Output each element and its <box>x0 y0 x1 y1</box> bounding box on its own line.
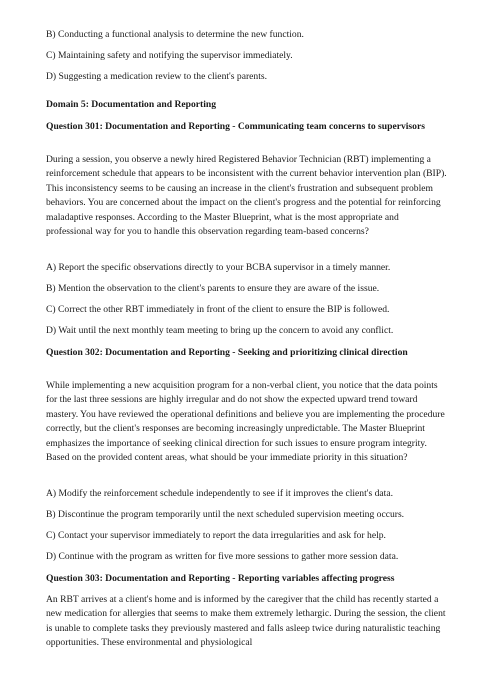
question-301-body: During a session, you observe a newly hired Registered Behavior Technician (RBT) implementing a reinforcement schedule that appears to be inconsistent with the current behavior intervention plan (BIP). This inconsistency seems to be causing an increase in the client's frustration and subsequent problem behaviors. You are concerned about the impact on the client's progress and the potential for reinforcing maladaptive responses. According to the Master Blueprint, what is the most appropriate and professional way for you to handle this observation regarding team-based concerns? <box>46 154 447 238</box>
question-301-option-d: D) Wait until the next monthly team meeting to bring up the concern to avoid any conflict. <box>46 325 394 336</box>
question-301-option-c: C) Correct the other RBT immediately in front of the client to ensure the BIP is followed. <box>46 304 390 315</box>
option-c: C) Maintaining safety and notifying the supervisor immediately. <box>46 50 293 61</box>
question-303-body: An RBT arrives at a client's home and is informed by the caregiver that the child has recently started a new medication for allergies that seems to make them extremely lethargic. During the session, the client is unable to complete tasks they previously mastered and falls asleep twice during naturalistic teaching opportunities. These environmental and physiological <box>46 594 446 649</box>
question-301-title: Question 301: Documentation and Reporting - Communicating team concerns to supervisors <box>46 121 425 132</box>
question-302-option-d: D) Continue with the program as written for five more sessions to gather more session data. <box>46 551 399 562</box>
question-302-title: Question 302: Documentation and Reporting - Seeking and prioritizing clinical direction <box>46 347 408 358</box>
question-302-option-c: C) Contact your supervisor immediately to report the data irregularities and ask for help. <box>46 530 386 541</box>
question-302-option-a: A) Modify the reinforcement schedule independently to see if it improves the client's data. <box>46 488 393 499</box>
option-b: B) Conducting a functional analysis to determine the new function. <box>46 29 304 40</box>
question-302-option-b: B) Discontinue the program temporarily until the next scheduled supervision meeting occurs. <box>46 509 405 520</box>
option-d: D) Suggesting a medication review to the client's parents. <box>46 71 267 82</box>
domain-heading: Domain 5: Documentation and Reporting <box>46 99 217 110</box>
question-301-option-b: B) Mention the observation to the client's parents to ensure they are aware of the issue. <box>46 283 380 294</box>
question-301-option-a: A) Report the specific observations directly to your BCBA supervisor in a timely manner. <box>46 262 391 273</box>
question-302-body: While implementing a new acquisition program for a non-verbal client, you notice that the data points for the last three sessions are highly irregular and do not show the expected upward trend toward mastery. You have reviewed the operational definitions and believe you are implementing the procedure correctly, but the client's responses are becoming increasingly unpredictable. The Master Blueprint emphasizes the importance of seeking clinical direction for such issues to ensure program integrity. Based on the provided content areas, what should be your immediate priority in this situation? <box>46 380 445 464</box>
question-303-title: Question 303: Documentation and Reporting - Reporting variables affecting progress <box>46 573 395 584</box>
